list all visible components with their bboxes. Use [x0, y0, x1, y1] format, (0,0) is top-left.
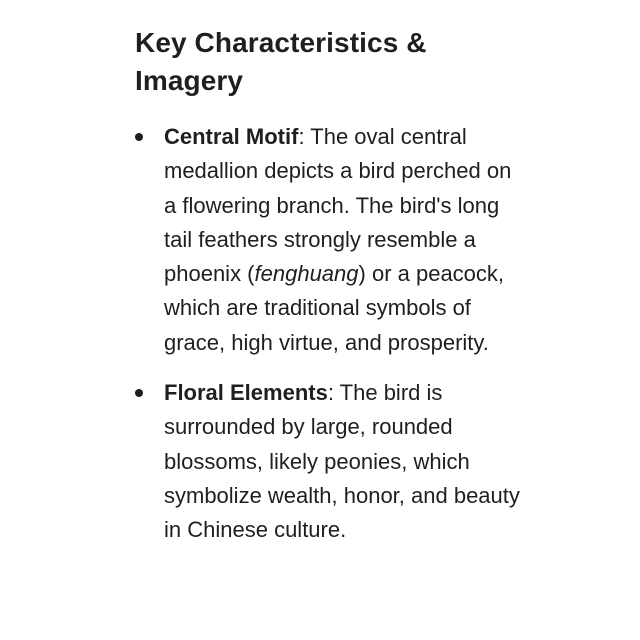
item-text: The bird is surrounded by large, rounded blossoms, likely peonies, which symbolize wealth, honor, and beauty in Chinese culture. — [164, 380, 520, 543]
item-separator: : — [298, 124, 311, 149]
item-text: The oval central medallion depicts a bird perched on a flowering branch. The bird's long tail feathers strongly resemble a phoenix ( — [164, 124, 512, 287]
bullet-list — [135, 120, 528, 548]
item-term: Floral Elements — [164, 380, 328, 406]
bullet-dot-icon — [135, 133, 143, 141]
item-text-continued: ) or a peacock, which are traditional symbols of grace, high virtue, and prosperity. — [164, 261, 505, 355]
item-separator: : — [327, 380, 340, 406]
bullet-dot-icon — [135, 389, 143, 397]
list-item-central-motif — [135, 120, 528, 360]
list-item-floral-elements — [135, 376, 528, 547]
item-term: Central Motif — [164, 124, 299, 149]
section-heading: Key Characteristics & Imagery — [135, 27, 427, 96]
item-italic-term: fenghuang — [254, 261, 359, 287]
